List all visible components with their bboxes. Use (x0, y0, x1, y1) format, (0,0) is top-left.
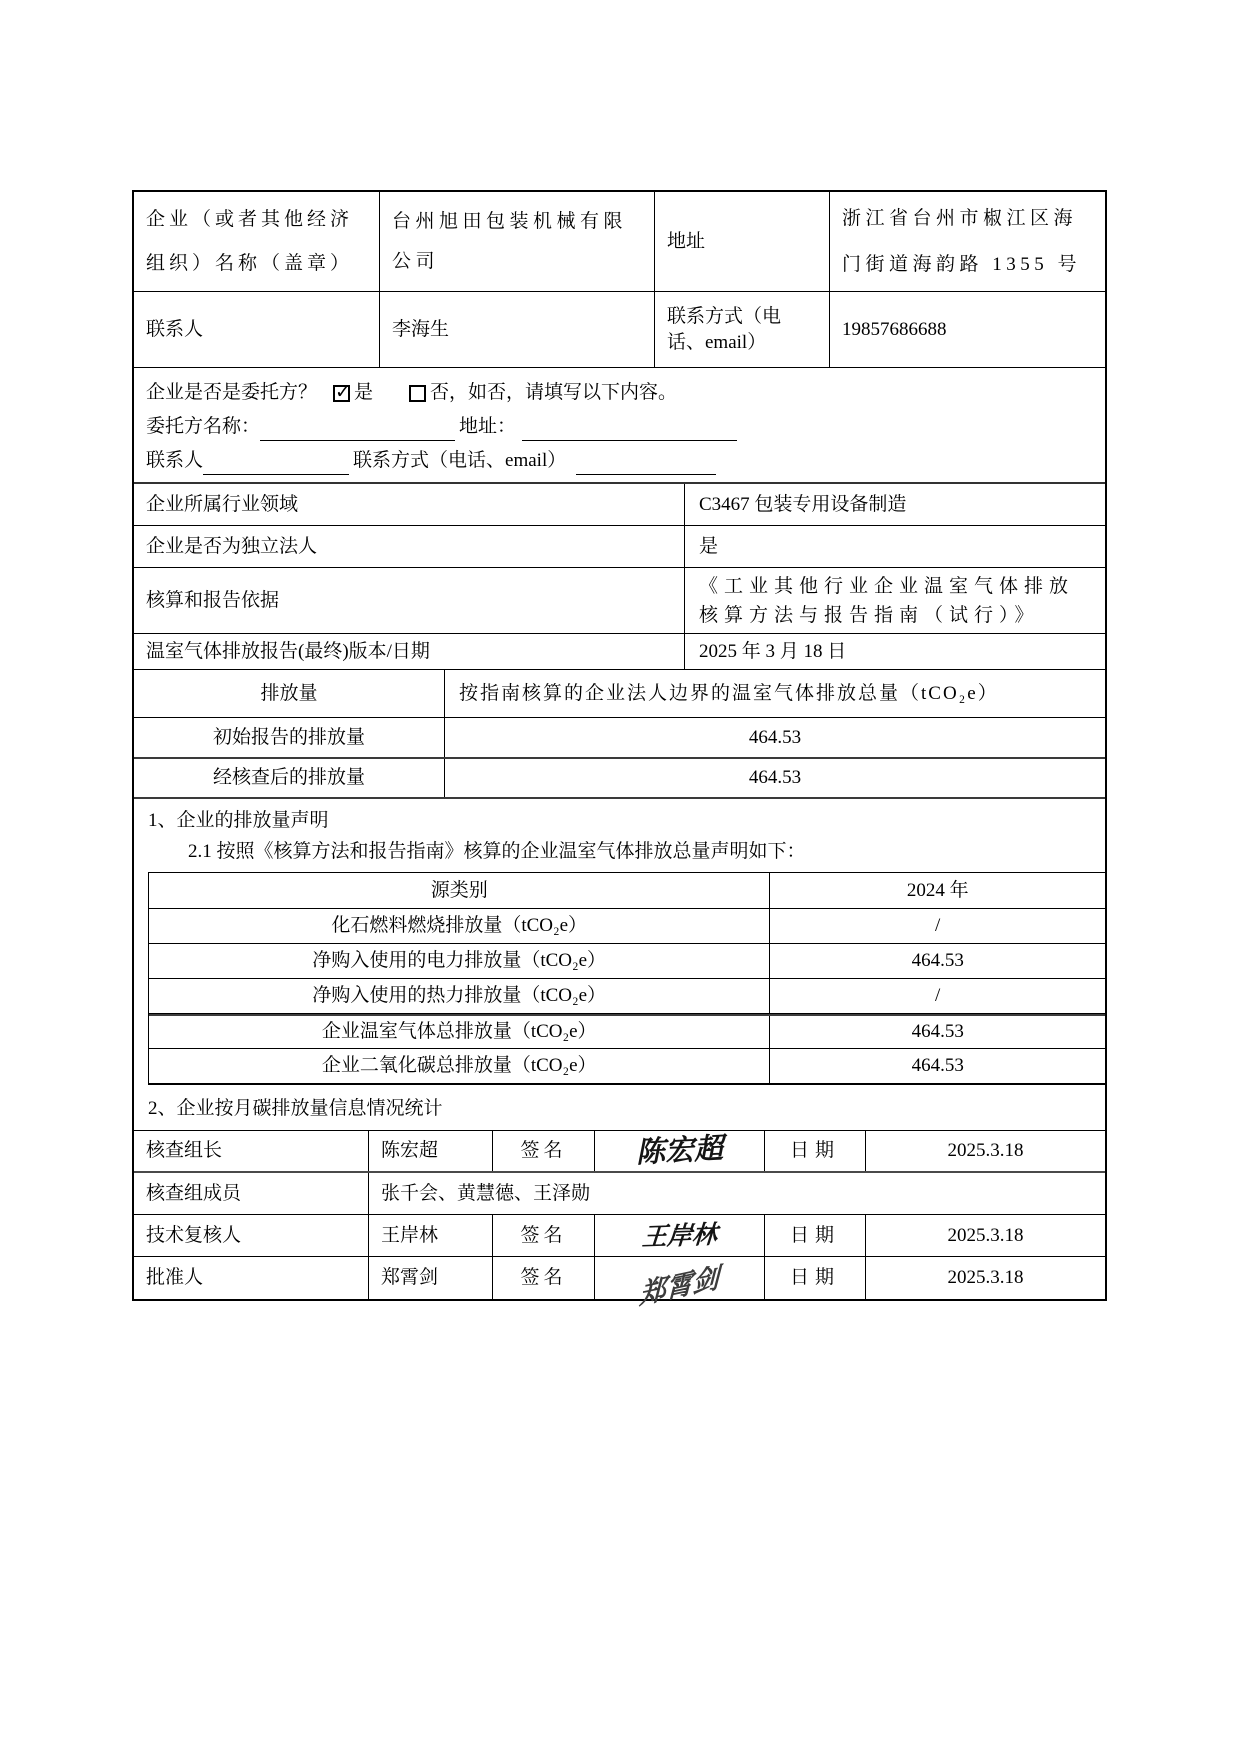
verified-emissions-label: 经核查后的排放量 (134, 759, 445, 797)
delegation-client-line (146, 410, 1105, 444)
checkmark-icon: ✓ (335, 380, 351, 403)
sign-label: 签名 (493, 1257, 595, 1299)
sign-label: 签名 (493, 1131, 595, 1171)
signature-scribble: 郑霄剑 (639, 1262, 720, 1311)
team-leader-date: 2025.3.18 (947, 1140, 1024, 1162)
heat-value: / (935, 985, 941, 1007)
legal-entity-label: 企业是否为独立法人 (134, 526, 685, 567)
report-version-label: 温室气体排放报告(最终)版本/日期 (134, 634, 685, 669)
date-label: 日期 (765, 1131, 866, 1171)
declaration-table-header (149, 873, 1105, 909)
technical-reviewer-name: 王岸林 (369, 1215, 493, 1256)
verified-emissions-value: 464.53 (748, 767, 802, 789)
approver-name: 郑霄剑 (369, 1257, 493, 1299)
team-leader-label: 核查组长 (134, 1131, 369, 1171)
yes-checkbox-checked-icon (333, 380, 351, 403)
industry-row (134, 484, 1105, 526)
report-version-value: 2025 年 3 月 18 日 (699, 640, 847, 662)
approver-label: 批准人 (134, 1257, 369, 1299)
initial-emissions-value: 464.53 (748, 726, 802, 748)
total-co2-label: 企业二氧化碳总排放量（tCO₂e） (149, 1049, 770, 1083)
no-label: 否，如否，请填写以下内容。 (430, 382, 678, 404)
company-name-row (134, 192, 1105, 292)
no-checkbox-empty-icon (409, 385, 426, 402)
signature-scribble: 王岸林 (641, 1219, 719, 1251)
team-leader-row (134, 1131, 1105, 1173)
team-members-row (134, 1173, 1105, 1215)
industry-label: 企业所属行业领域 (134, 484, 685, 525)
declaration-section1-title: 1、企业的排放量声明 (148, 810, 329, 832)
source-category-header: 源类别 (149, 873, 770, 908)
contact-method-label: 联系方式（电话、email） (655, 292, 830, 367)
delegation-contact-line (146, 444, 1105, 478)
emissions-header-value: 按指南核算的企业法人边界的温室气体排放总量（tCO₂e） (459, 682, 999, 704)
client-name-label: 委托方名称： (146, 416, 261, 438)
approver-signature (595, 1257, 765, 1311)
table-row-total-co2 (149, 1049, 1105, 1084)
company-name-value: 台州旭田包装机械有限公司 (380, 192, 655, 291)
legal-entity-row (134, 526, 1105, 568)
delegation-block (134, 368, 1105, 484)
client-contact-label: 联系人 (146, 450, 204, 472)
industry-value: C3467 包装专用设备制造 (699, 493, 907, 515)
total-ghg-label: 企业温室气体总排放量（tCO₂e） (149, 1016, 770, 1048)
company-name-label: 企业（或者其他经济组织）名称（盖章） (134, 192, 380, 291)
year-header: 2024 年 (906, 879, 969, 901)
table-row-fossil (149, 909, 1105, 944)
delegation-question: 企业是否是委托方？ (146, 382, 318, 404)
team-members-names: 张千会、黄慧德、王泽勋 (381, 1182, 591, 1204)
team-leader-name: 陈宏超 (369, 1131, 493, 1171)
heat-label: 净购入使用的热力排放量（tCO₂e） (149, 979, 770, 1013)
initial-emissions-row (134, 718, 1105, 759)
team-members-label: 核查组成员 (134, 1173, 369, 1214)
delegation-question-line (146, 376, 1105, 410)
signature-scribble: 陈宏超 (635, 1131, 724, 1170)
table-row-electricity (149, 944, 1105, 979)
fossil-fuel-label: 化石燃料燃烧排放量（tCO₂e） (149, 909, 770, 943)
declaration-block (134, 799, 1105, 1131)
table-row-heat (149, 979, 1105, 1014)
accounting-basis-row (134, 568, 1105, 634)
table-row-total-ghg (149, 1014, 1105, 1049)
client-address-label: 地址： (459, 416, 517, 438)
date-label: 日期 (765, 1215, 866, 1256)
verified-emissions-row (134, 759, 1105, 799)
date-label: 日期 (765, 1257, 866, 1299)
team-leader-signature (595, 1131, 765, 1171)
emissions-declaration-table (148, 872, 1105, 1085)
total-ghg-value: 464.53 (911, 1021, 964, 1043)
initial-emissions-label: 初始报告的排放量 (134, 718, 445, 757)
contact-label: 联系人 (134, 292, 380, 367)
address-value: 浙江省台州市椒江区海门街道海韵路 1355 号 (842, 207, 1082, 275)
client-contact-method-blank (576, 453, 716, 475)
contact-method-value: 19857686688 (842, 318, 947, 340)
client-address-blank (522, 419, 737, 441)
legal-entity-value: 是 (699, 535, 719, 557)
electricity-label: 净购入使用的电力排放量（tCO₂e） (149, 944, 770, 978)
yes-label: 是 (354, 382, 374, 404)
accounting-basis-label: 核算和报告依据 (134, 568, 685, 633)
declaration-section1-subtitle: 2.1 按照《核算方法和报告指南》核算的企业温室气体排放总量声明如下： (188, 841, 806, 863)
technical-reviewer-signature (595, 1215, 765, 1256)
address-label: 地址 (655, 192, 830, 291)
total-co2-value: 464.53 (911, 1055, 964, 1077)
report-version-row (134, 634, 1105, 670)
technical-reviewer-date: 2025.3.18 (947, 1224, 1024, 1246)
approver-row (134, 1257, 1105, 1311)
technical-reviewer-row (134, 1215, 1105, 1257)
verification-report-table (132, 190, 1107, 1311)
fossil-fuel-value: / (935, 915, 941, 937)
contact-value: 李海生 (380, 292, 655, 367)
sign-label: 签名 (493, 1215, 595, 1256)
technical-reviewer-label: 技术复核人 (134, 1215, 369, 1256)
contact-row (134, 292, 1105, 368)
client-contact-method-label: 联系方式（电话、email） (353, 450, 567, 472)
declaration-section2-title: 2、企业按月碳排放量信息情况统计 (148, 1098, 443, 1120)
approver-date: 2025.3.18 (947, 1267, 1024, 1289)
accounting-basis-value: 《工业其他行业企业温室气体排放核算方法与报告指南（试行）》 (699, 575, 1075, 626)
emissions-header-row (134, 670, 1105, 718)
electricity-value: 464.53 (911, 950, 964, 972)
client-name-blank (260, 419, 455, 441)
client-contact-blank (203, 453, 349, 475)
emissions-header-label: 排放量 (134, 670, 445, 717)
